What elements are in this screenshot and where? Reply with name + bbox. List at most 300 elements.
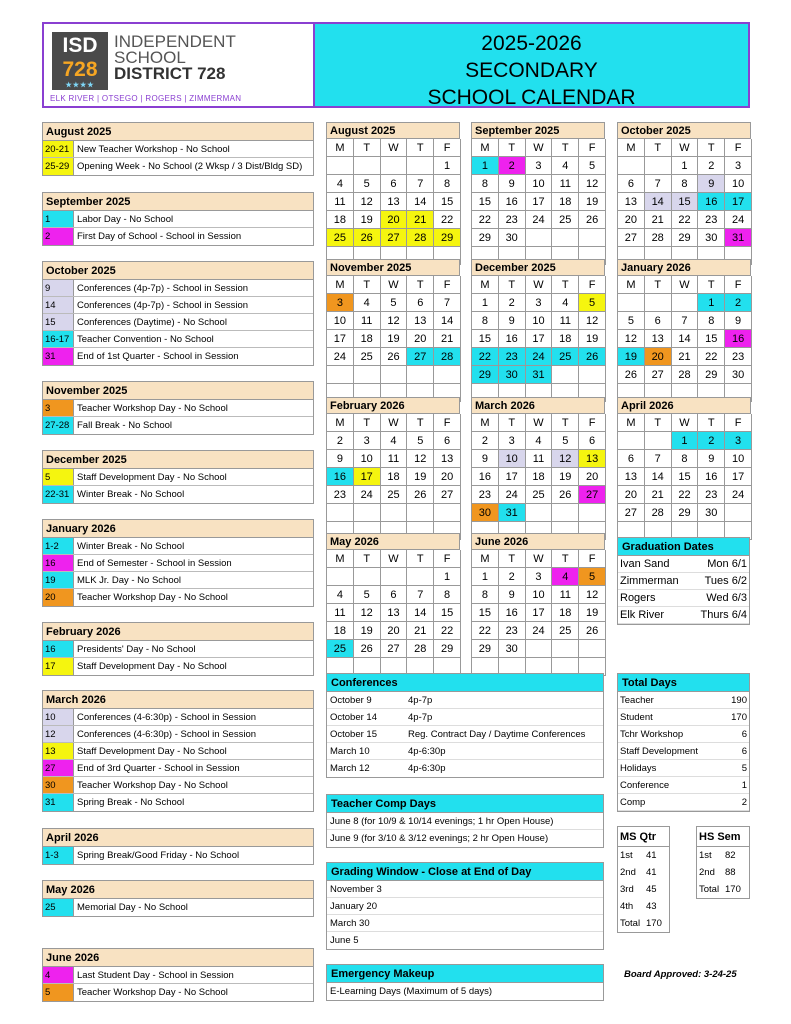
calendar-day: 9 bbox=[698, 175, 725, 193]
calendar-day: 16 bbox=[472, 468, 499, 486]
calendar-day: 23 bbox=[698, 486, 725, 504]
hs-sem-row-label: 2nd bbox=[699, 867, 715, 878]
calendar-day: 22 bbox=[434, 211, 461, 229]
calendar-day bbox=[327, 568, 354, 586]
weekday-label: M bbox=[327, 139, 354, 157]
event-month-1 bbox=[42, 192, 314, 246]
event-month-title: November 2025 bbox=[43, 382, 313, 400]
ms-qtr-row-value: 41 bbox=[646, 850, 657, 861]
title-line1: 2025-2026 bbox=[481, 32, 582, 55]
calendar-day: 20 bbox=[407, 330, 434, 348]
event-description: Teacher Convention - No School bbox=[77, 334, 214, 345]
teacher-comp-box bbox=[326, 794, 604, 848]
calendar-day: 12 bbox=[579, 175, 606, 193]
calendar-grid bbox=[617, 276, 751, 402]
event-description: MLK Jr. Day - No School bbox=[77, 575, 182, 586]
calendar-day bbox=[407, 568, 434, 586]
calendar-day: 5 bbox=[579, 157, 606, 175]
calendar-day: 17 bbox=[526, 193, 553, 211]
calendar-day: 29 bbox=[672, 229, 699, 247]
graduation-date: Mon 6/1 bbox=[707, 558, 747, 570]
calendar-title: September 2025 bbox=[471, 122, 605, 139]
ms-qtr-row-label: Total bbox=[620, 918, 641, 929]
calendar-day: 17 bbox=[354, 468, 381, 486]
calendar-day: 17 bbox=[725, 193, 752, 211]
event-description: Staff Development Day - No School bbox=[77, 661, 227, 672]
event-description: Conferences (4-6:30p) - School in Session bbox=[77, 729, 257, 740]
calendar-day: 23 bbox=[499, 622, 526, 640]
ms-qtr-row-value: 45 bbox=[646, 884, 657, 895]
event-month-0 bbox=[42, 122, 314, 176]
calendar-day: 19 bbox=[579, 193, 606, 211]
logo-line3: DISTRICT 728 bbox=[114, 64, 226, 83]
event-date-code: 1-3 bbox=[43, 847, 74, 864]
calendar-day: 11 bbox=[327, 193, 354, 211]
weekday-label: M bbox=[472, 414, 499, 432]
calendar-day bbox=[526, 504, 553, 522]
calendar-day bbox=[381, 568, 408, 586]
calendar-day: 6 bbox=[434, 432, 461, 450]
event-date-code: 15 bbox=[43, 314, 74, 330]
calendar-day: 7 bbox=[407, 175, 434, 193]
event-date-code: 9 bbox=[43, 280, 74, 296]
calendar-day: 11 bbox=[552, 312, 579, 330]
hs-sem-title: HS Sem bbox=[697, 827, 749, 847]
calendar-day: 19 bbox=[354, 622, 381, 640]
calendar-day: 20 bbox=[618, 211, 645, 229]
logo-mark bbox=[52, 32, 108, 90]
calendar-day: 1 bbox=[434, 157, 461, 175]
weekday-label: T bbox=[698, 414, 725, 432]
calendar-month-9 bbox=[326, 533, 460, 676]
calendar-day: 25 bbox=[381, 486, 408, 504]
event-date-code: 19 bbox=[43, 572, 74, 588]
weekday-label: T bbox=[499, 414, 526, 432]
calendar-day bbox=[618, 432, 645, 450]
calendar-day: 14 bbox=[645, 468, 672, 486]
calendar-day: 9 bbox=[327, 450, 354, 468]
calendar-day: 2 bbox=[725, 294, 752, 312]
calendar-day: 21 bbox=[407, 622, 434, 640]
event-description: Teacher Workshop Day - No School bbox=[77, 403, 228, 414]
event-description: Winter Break - No School bbox=[77, 541, 185, 552]
calendar-day bbox=[725, 504, 752, 522]
weekday-label: T bbox=[552, 414, 579, 432]
calendar-grid bbox=[326, 550, 460, 676]
calendar-day: 29 bbox=[434, 229, 461, 247]
calendar-day: 15 bbox=[472, 193, 499, 211]
event-date-code: 27 bbox=[43, 760, 74, 776]
calendar-day: 27 bbox=[579, 486, 606, 504]
calendar-day: 27 bbox=[618, 229, 645, 247]
event-date-code: 4 bbox=[43, 967, 74, 983]
logo-name bbox=[114, 34, 236, 82]
calendar-day: 30 bbox=[499, 640, 526, 658]
weekday-label: T bbox=[645, 139, 672, 157]
weekday-label: M bbox=[327, 414, 354, 432]
calendar-day: 12 bbox=[552, 450, 579, 468]
grading-date: March 30 bbox=[327, 915, 603, 932]
ms-qtr-row bbox=[618, 915, 669, 932]
logo-line2: SCHOOL bbox=[114, 48, 186, 67]
calendar-day: 25 bbox=[552, 348, 579, 366]
calendar-day: 2 bbox=[472, 432, 499, 450]
calendar-day: 12 bbox=[407, 450, 434, 468]
event-row bbox=[43, 348, 313, 365]
calendar-day: 28 bbox=[407, 229, 434, 247]
event-month-title: September 2025 bbox=[43, 193, 313, 211]
calendar-day: 27 bbox=[618, 504, 645, 522]
calendar-day: 13 bbox=[618, 468, 645, 486]
event-description: Conferences (4p-7p) - School in Session bbox=[77, 300, 249, 311]
calendar-day: 9 bbox=[499, 586, 526, 604]
event-row bbox=[43, 400, 313, 417]
calendar-day: 12 bbox=[354, 604, 381, 622]
calendar-day: 18 bbox=[552, 330, 579, 348]
total-days-title: Total Days bbox=[618, 674, 749, 692]
event-row bbox=[43, 967, 313, 984]
event-description: Conferences (Daytime) - No School bbox=[77, 317, 227, 328]
total-days-label: Staff Development bbox=[620, 746, 698, 757]
calendar-day: 8 bbox=[672, 450, 699, 468]
event-month-title: April 2026 bbox=[43, 829, 313, 847]
calendar-day: 18 bbox=[327, 211, 354, 229]
calendar-month-4 bbox=[471, 259, 605, 402]
ms-qtr-box bbox=[617, 826, 670, 933]
calendar-day: 26 bbox=[552, 486, 579, 504]
title-line2: SECONDARY bbox=[465, 59, 598, 82]
event-description: Conferences (4-6:30p) - School in Session bbox=[77, 712, 257, 723]
calendar-day: 18 bbox=[552, 604, 579, 622]
calendar-day: 30 bbox=[499, 366, 526, 384]
calendar-day: 14 bbox=[434, 312, 461, 330]
conference-date: March 10 bbox=[330, 746, 370, 757]
calendar-day: 2 bbox=[499, 568, 526, 586]
ms-qtr-row-label: 3rd bbox=[620, 884, 634, 895]
calendar-day bbox=[526, 640, 553, 658]
weekday-label: W bbox=[381, 414, 408, 432]
calendar-day: 26 bbox=[354, 229, 381, 247]
calendar-day: 14 bbox=[407, 604, 434, 622]
calendar-day: 5 bbox=[552, 432, 579, 450]
calendar-day: 10 bbox=[354, 450, 381, 468]
weekday-label: F bbox=[579, 276, 606, 294]
conference-row bbox=[327, 709, 603, 726]
calendar-day bbox=[552, 504, 579, 522]
calendar-day: 1 bbox=[472, 294, 499, 312]
event-row bbox=[43, 555, 313, 572]
hs-sem-box bbox=[696, 826, 750, 899]
calendar-title: November 2025 bbox=[326, 259, 460, 276]
calendar-day: 24 bbox=[526, 211, 553, 229]
total-days-label: Conference bbox=[620, 780, 670, 791]
total-days-value: 170 bbox=[731, 712, 747, 723]
calendar-grid bbox=[326, 139, 460, 265]
ms-qtr-row-label: 2nd bbox=[620, 867, 636, 878]
calendar-day: 21 bbox=[672, 348, 699, 366]
event-description: Staff Development Day - No School bbox=[77, 472, 227, 483]
weekday-label: M bbox=[472, 139, 499, 157]
calendar-day: 10 bbox=[725, 450, 752, 468]
calendar-day: 11 bbox=[381, 450, 408, 468]
calendar-day bbox=[645, 432, 672, 450]
calendar-day: 3 bbox=[354, 432, 381, 450]
calendar-day: 11 bbox=[526, 450, 553, 468]
weekday-label: F bbox=[579, 550, 606, 568]
calendar-day: 15 bbox=[434, 193, 461, 211]
weekday-label: T bbox=[407, 139, 434, 157]
calendar-day: 9 bbox=[725, 312, 752, 330]
calendar-day bbox=[381, 504, 408, 522]
title-line3: SCHOOL CALENDAR bbox=[427, 86, 636, 109]
calendar-day: 31 bbox=[725, 229, 752, 247]
calendar-day: 12 bbox=[381, 312, 408, 330]
calendar-day: 17 bbox=[526, 604, 553, 622]
event-row bbox=[43, 538, 313, 555]
event-month-4 bbox=[42, 450, 314, 504]
calendar-day bbox=[381, 157, 408, 175]
emergency-box bbox=[326, 964, 604, 1001]
event-date-code: 31 bbox=[43, 794, 74, 811]
weekday-label: T bbox=[552, 276, 579, 294]
calendar-day: 3 bbox=[499, 432, 526, 450]
event-description: Labor Day - No School bbox=[77, 214, 174, 225]
event-row bbox=[43, 572, 313, 589]
weekday-label: T bbox=[499, 276, 526, 294]
calendar-month-2 bbox=[617, 122, 751, 265]
calendar-day bbox=[354, 157, 381, 175]
calendar-day: 22 bbox=[698, 348, 725, 366]
calendar-day: 2 bbox=[499, 294, 526, 312]
event-date-code: 27-28 bbox=[43, 417, 74, 434]
calendar-day: 20 bbox=[381, 622, 408, 640]
event-description: Fall Break - No School bbox=[77, 420, 173, 431]
weekday-label: T bbox=[354, 139, 381, 157]
calendar-day: 12 bbox=[579, 586, 606, 604]
calendar-day: 9 bbox=[499, 312, 526, 330]
calendar-day: 24 bbox=[526, 348, 553, 366]
calendar-day: 24 bbox=[725, 486, 752, 504]
event-date-code: 30 bbox=[43, 777, 74, 793]
calendar-day: 23 bbox=[327, 486, 354, 504]
calendar-title: April 2026 bbox=[617, 397, 751, 414]
calendar-day: 15 bbox=[672, 468, 699, 486]
conference-date: October 15 bbox=[330, 729, 377, 740]
total-days-value: 190 bbox=[731, 695, 747, 706]
event-row bbox=[43, 589, 313, 606]
calendar-day: 22 bbox=[472, 348, 499, 366]
calendar-day: 26 bbox=[407, 486, 434, 504]
calendar-day: 26 bbox=[381, 348, 408, 366]
calendar-day: 20 bbox=[579, 468, 606, 486]
event-date-code: 5 bbox=[43, 469, 74, 485]
calendar-day: 7 bbox=[645, 450, 672, 468]
event-date-code: 31 bbox=[43, 348, 74, 365]
calendar-day: 3 bbox=[526, 294, 553, 312]
calendar-day: 23 bbox=[472, 486, 499, 504]
calendar-day: 7 bbox=[645, 175, 672, 193]
calendar-day: 19 bbox=[354, 211, 381, 229]
calendar-day: 28 bbox=[407, 640, 434, 658]
event-month-title: October 2025 bbox=[43, 262, 313, 280]
calendar-day: 13 bbox=[407, 312, 434, 330]
calendar-day: 24 bbox=[725, 211, 752, 229]
calendar-day: 16 bbox=[725, 330, 752, 348]
calendar-day: 7 bbox=[407, 586, 434, 604]
calendar-day: 14 bbox=[672, 330, 699, 348]
conference-date: October 14 bbox=[330, 712, 377, 723]
calendar-day: 8 bbox=[434, 175, 461, 193]
calendar-day: 26 bbox=[579, 622, 606, 640]
total-days-value: 1 bbox=[741, 780, 747, 791]
calendar-day bbox=[645, 157, 672, 175]
event-row bbox=[43, 228, 313, 245]
calendar-month-10 bbox=[471, 533, 605, 676]
calendar-day: 23 bbox=[499, 211, 526, 229]
weekday-label: W bbox=[526, 139, 553, 157]
conferences-title: Conferences bbox=[327, 674, 603, 692]
ms-qtr-row bbox=[618, 881, 669, 898]
calendar-day: 1 bbox=[472, 157, 499, 175]
calendar-day: 27 bbox=[645, 366, 672, 384]
calendar-day: 29 bbox=[472, 366, 499, 384]
calendar-day: 7 bbox=[672, 312, 699, 330]
calendar-day: 13 bbox=[645, 330, 672, 348]
grading-title: Grading Window - Close at End of Day bbox=[327, 863, 603, 881]
weekday-label: T bbox=[354, 414, 381, 432]
event-description: Spring Break/Good Friday - No School bbox=[77, 850, 240, 861]
calendar-day: 14 bbox=[645, 193, 672, 211]
calendar-day: 12 bbox=[618, 330, 645, 348]
calendar-day: 15 bbox=[434, 604, 461, 622]
calendar-day bbox=[579, 640, 606, 658]
weekday-label: T bbox=[499, 550, 526, 568]
grading-date: November 3 bbox=[327, 881, 603, 898]
ms-qtr-row bbox=[618, 898, 669, 915]
event-month-5 bbox=[42, 519, 314, 607]
grading-date: January 20 bbox=[327, 898, 603, 915]
calendar-day: 16 bbox=[698, 193, 725, 211]
calendar-day: 19 bbox=[407, 468, 434, 486]
calendar-grid bbox=[471, 139, 605, 265]
weekday-label: F bbox=[579, 139, 606, 157]
event-date-code: 25-29 bbox=[43, 158, 74, 175]
total-days-label: Student bbox=[620, 712, 653, 723]
calendar-day: 27 bbox=[381, 229, 408, 247]
calendar-day: 17 bbox=[725, 468, 752, 486]
conference-time: 4p-6:30p bbox=[408, 763, 446, 774]
event-date-code: 1 bbox=[43, 211, 74, 227]
calendar-day bbox=[552, 640, 579, 658]
calendar-day: 19 bbox=[579, 604, 606, 622]
calendar-day: 8 bbox=[472, 175, 499, 193]
hs-sem-row-value: 88 bbox=[725, 867, 736, 878]
weekday-label: F bbox=[434, 276, 461, 294]
calendar-day: 29 bbox=[698, 366, 725, 384]
calendar-day bbox=[434, 366, 461, 384]
calendar-day: 1 bbox=[672, 432, 699, 450]
ms-qtr-row-label: 1st bbox=[620, 850, 633, 861]
calendar-day bbox=[552, 229, 579, 247]
calendar-month-7 bbox=[471, 397, 605, 540]
weekday-label: F bbox=[434, 550, 461, 568]
calendar-month-3 bbox=[326, 259, 460, 402]
event-month-6 bbox=[42, 622, 314, 676]
calendar-day: 6 bbox=[618, 175, 645, 193]
calendar-day: 5 bbox=[354, 586, 381, 604]
calendar-day: 11 bbox=[354, 312, 381, 330]
total-days-row bbox=[618, 692, 749, 709]
weekday-label: M bbox=[327, 276, 354, 294]
total-days-row bbox=[618, 760, 749, 777]
calendar-day: 22 bbox=[472, 622, 499, 640]
event-month-title: December 2025 bbox=[43, 451, 313, 469]
hs-sem-row-value: 170 bbox=[725, 884, 741, 895]
ms-qtr-row-value: 170 bbox=[646, 918, 662, 929]
weekday-label: T bbox=[407, 550, 434, 568]
hs-sem-row bbox=[697, 881, 749, 898]
calendar-day: 18 bbox=[381, 468, 408, 486]
graduation-school: Zimmerman bbox=[620, 575, 679, 587]
event-date-code: 16 bbox=[43, 555, 74, 571]
calendar-day: 5 bbox=[354, 175, 381, 193]
conference-row bbox=[327, 692, 603, 709]
event-row bbox=[43, 486, 313, 503]
calendar-day: 23 bbox=[698, 211, 725, 229]
ms-qtr-row bbox=[618, 847, 669, 864]
event-date-code: 1-2 bbox=[43, 538, 74, 554]
calendar-month-8 bbox=[617, 397, 751, 540]
calendar-day: 5 bbox=[407, 432, 434, 450]
calendar-day bbox=[381, 366, 408, 384]
graduation-row bbox=[618, 607, 749, 624]
total-days-label: Teacher bbox=[620, 695, 654, 706]
event-description: Winter Break - No School bbox=[77, 489, 185, 500]
weekday-label: T bbox=[552, 550, 579, 568]
event-row bbox=[43, 794, 313, 811]
calendar-day: 4 bbox=[381, 432, 408, 450]
calendar-day: 10 bbox=[327, 312, 354, 330]
weekday-label: W bbox=[381, 276, 408, 294]
conference-date: March 12 bbox=[330, 763, 370, 774]
calendar-day: 4 bbox=[552, 157, 579, 175]
conference-row bbox=[327, 743, 603, 760]
logo-line1: INDEPENDENT bbox=[114, 32, 236, 51]
weekday-label: M bbox=[618, 139, 645, 157]
event-date-code: 22-31 bbox=[43, 486, 74, 503]
graduation-school: Ivan Sand bbox=[620, 558, 670, 570]
calendar-day: 11 bbox=[552, 175, 579, 193]
graduation-date: Thurs 6/4 bbox=[700, 609, 747, 621]
weekday-label: W bbox=[526, 550, 553, 568]
page-title bbox=[313, 22, 750, 108]
event-month-3 bbox=[42, 381, 314, 435]
calendar-day: 6 bbox=[381, 586, 408, 604]
weekday-label: T bbox=[407, 276, 434, 294]
calendar-day: 23 bbox=[725, 348, 752, 366]
event-date-code: 3 bbox=[43, 400, 74, 416]
calendar-day: 1 bbox=[672, 157, 699, 175]
event-description: Staff Development Day - No School bbox=[77, 746, 227, 757]
event-month-7 bbox=[42, 690, 314, 812]
calendar-day: 16 bbox=[327, 468, 354, 486]
calendar-day: 1 bbox=[698, 294, 725, 312]
weekday-label: F bbox=[725, 276, 752, 294]
calendar-day bbox=[327, 157, 354, 175]
calendar-grid bbox=[326, 414, 460, 540]
teacher-comp-row: June 9 (for 3/10 & 3/12 evenings; 2 hr Open House) bbox=[330, 833, 549, 844]
calendar-day: 19 bbox=[579, 330, 606, 348]
